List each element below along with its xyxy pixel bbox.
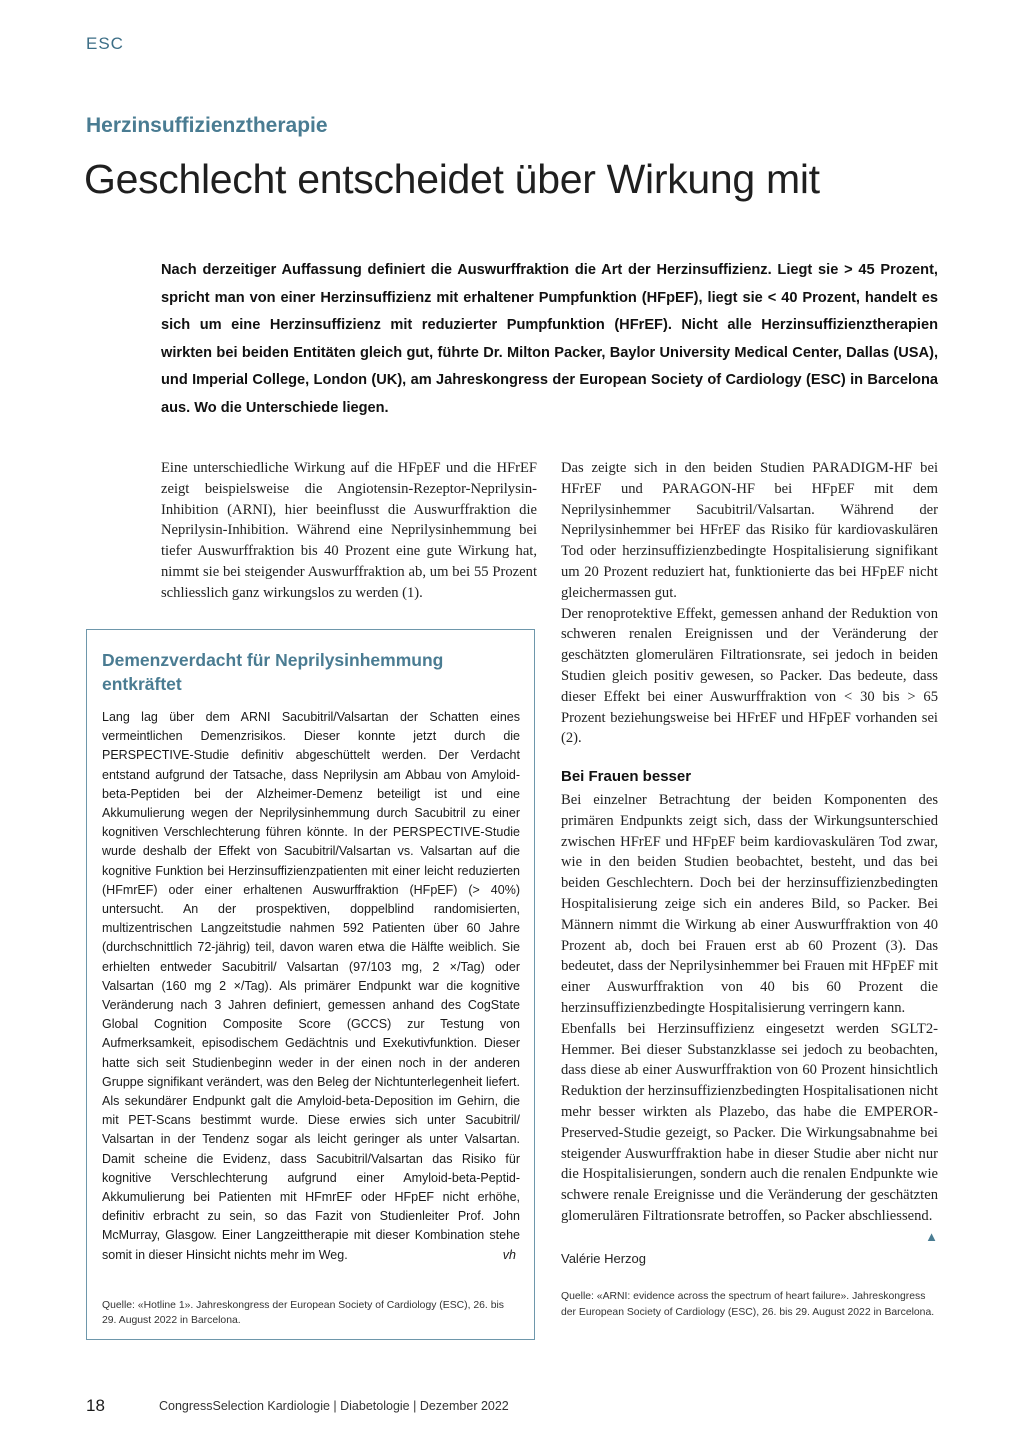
- right-paragraph-4: [561, 1019, 938, 1244]
- right-paragraph-3: Bei einzelner Betrachtung der beiden Komponenten des primären Endpunkts zeigt sich, dass der Wirkungsunterschied zwischen HFrEF und HFpEF beim kardiovaskulären Tod zwar, wie in den beiden Studien beobachtet, besteht, und das bei beiden Geschlechtern. Doch bei der herzinsuffizienzbedingten Hospitalisierung zeige sich ein anderes Bild, so Packer. Bei Männern nimmt die Wirkung ab einer Auswurffraktion von 40 Prozent ab, doch bei Frauen erst ab 60 Prozent (3). Das bedeutet, dass der Neprilysinhemmer bei Frauen mit HFpEF mit einer Auswurffraktion von 40 bis 60 Prozent die herzinsuffizienzbedingte Hospitalisierung verringern kann.: [561, 791, 938, 1016]
- article-title: Geschlecht entscheidet über Wirkung mit: [84, 156, 820, 202]
- article-lead: Nach derzeitiger Auffassung definiert die Auswurffraktion die Art der Herzinsuffizienz. Liegt sie > 45 Prozent, spricht man von einer Herzinsuffizienz mit erhaltener Pumpfunktion (HFpEF), liegt sie < 40 Prozent, handelt es sich um eine Herzinsuffizienz mit reduzierter Pumpfunktion (HFrEF). Nicht alle Herzinsuffizienztherapien wirkten bei beiden Entitäten gleich gut, führte Dr. Milton Packer, Baylor University Medical Center, Dallas (USA), und Imperial College, London (UK), am Jahreskongress der European Society of Cardiology (ESC) in Barcelona aus. Wo die Unterschiede liegen.: [161, 262, 938, 416]
- right-paragraph-2: Der renoprotektive Effekt, gemessen anhand der Reduktion von schweren renalen Ereignissen und der Veränderung der geschätzten glomerulären Filtrationsrate, sei jedoch in beiden Studien gleich positiv gewesen, so Packer. Das bedeute, dass dieser Effekt bei einer Auswurffraktion von < 30 bis > 65 Prozent beziehungsweise bei HFrEF und HFpEF vorhanden sei (2).: [561, 605, 938, 747]
- article-kicker: Herzinsuffizienztherapie: [86, 114, 328, 137]
- right-column: [561, 458, 938, 1321]
- end-mark-icon: ▲: [925, 1228, 938, 1244]
- box-source: Quelle: «Hotline 1». Jahreskongress der European Society of Cardiology (ESC), 26. bis 29. August 2022 in Barcelona.: [102, 1300, 504, 1326]
- page-number: 18: [86, 1396, 105, 1415]
- author: Valérie Herzog: [561, 1250, 647, 1266]
- box-title: Demenzverdacht für Neprilysinhemmung entkräftet: [102, 650, 444, 694]
- right-paragraph-4-text: Ebenfalls bei Herzinsuffizienz eingesetzt werden SGLT2-Hemmer. Bei dieser Substanzklasse sei jedoch zu beobachten, dass diese ab einer Auswurffraktion von 60 Prozent hinsichtlich Reduktion der herzinsuffizienzbedingten Hospitalisationen nicht mehr besser wirkten als Plazebo, das habe die EMPEROR-Preserved-Studie gezeigt, so Packer. Die Wirkungsabnahme bei steigender Auswurffraktion habe in dieser Studie aber nicht nur die Hospitalisierungen, sondern auch die renalen Endpunkte wie schwere renale Ereignisse und die Veränderung der geschätzten glomerulären Filtrationsrate betroffen, so Packer abschliessend.: [561, 1020, 938, 1224]
- intro-paragraph: Eine unterschiedliche Wirkung auf die HFpEF und die HFrEF zeigt beispielsweise die Angiotensin-Rezeptor-Neprilysin-Inhibition (ARNI), hier beeinflusst die Auswurffraktion die Neprilysin-Inhibition. Während eine Neprilysinhemmung bei tiefer Auswurffraktion bis 40 Prozent eine gute Wirkung hat, nimmt sie bei steigender Auswurffraktion ab, um bei 55 Prozent schliesslich ganz wirkungslos zu werden (1).: [161, 460, 537, 601]
- subheading: Bei Frauen besser: [561, 768, 692, 786]
- publication-footer: CongressSelection Kardiologie | Diabetologie | Dezember 2022: [159, 1399, 509, 1413]
- right-paragraph-1: Das zeigte sich in den beiden Studien PARADIGM-HF bei HFrEF und PARAGON-HF bei HFpEF mit dem Neprilysinhemmer Sacubitril/Valsartan. Während der Neprilysinhemmer bei HFrEF das Risiko für kardiovaskulären Tod oder herzinsuffizienzbedingte Hospitalisierung signifikant um 20 Prozent reduziert hat, funktionierte das bei HFpEF nicht gleichermassen gut.: [561, 460, 938, 601]
- sidebar-box: [86, 629, 535, 1340]
- box-body: [102, 708, 520, 1265]
- section-tag: ESC: [86, 34, 124, 53]
- article-source: Quelle: «ARNI: evidence across the spectrum of heart failure». Jahreskongress der European Society of Cardiology (ESC), 26. bis 29. August 2022 in Barcelona.: [561, 1291, 935, 1319]
- box-body-text: Lang lag über dem ARNI Sacubitril/Valsartan der Schatten eines vermeintlichen Demenzrisikos. Dieser konnte jetzt durch die PERSPECTIVE-Studie definitiv abgeschüttelt werden. Der Verdacht entstand aufgrund der Tatsache, dass Neprilysin am Abbau von Amyloid-beta-Peptiden bei der Alzheimer-Demenz beteiligt ist und eine Akkumulierung wegen der Neprilysinhemmung durch Sacubitril zu einer kognitiven Verschlechterung führen könnte. In der PERSPECTIVE-Studie wurde deshalb der Effekt von Sacubitril/Valsartan vs. Valsartan auf die kognitive Funktion bei Herzinsuffizienzpatienten mit einer leicht reduzierten (HFmrEF) oder einer erhaltenen Auswurffraktion (HFpEF) (> 40%) untersucht. An der prospektiven, doppelblind randomisierten, multizentrischen Langzeitstudie nahmen 592 Patienten über 60 Jahre (durchschnittlich 72-jährig) teil, davon waren etwa die Hälfte weiblich. Sie erhielten entweder Sacubitril/ Valsartan (97/103 mg, 2 ×/Tag) oder Valsartan (160 mg 2 ×/Tag). Als primärer Endpunkt war die kognitive Veränderung nach 3 Jahren definiert, gemessen anhand des CogState Global Cognition Composite Score (GCCS) zur Testung von Aufmerksamkeit, episodischem Gedächtnis und Exekutivfunktion. Dieser hatte sich seit Studienbeginn weder in der einen noch in der anderen Gruppe signifikant verändert, was den Beleg der Nichtunterlegenheit liefert. Als sekundärer Endpunkt galt die Amyloid-beta-Deposition im Gehirn, die mit PET-Scans bestimmt wurde. Diese erwies sich unter Sacubitril/ Valsartan in der Tendenz sogar als leicht geringer als unter Valsartan. Damit scheine die Evidenz, dass Sacubitril/Valsartan das Risiko für kognitive Verschlechterung aufgrund einer Amyloid-beta-Peptid-Akkumulierung bei Patienten mit HFmrEF oder HFpEF nicht erhöhe, definitiv erbracht zu sein, so das Fazit von Studienleiter Prof. John McMurray, Glasgow. Einer Langzeittherapie mit dieser Kombination stehe somit in dieser Hinsicht nichts mehr im Weg.: [102, 710, 520, 1262]
- box-signature: vh: [502, 1247, 516, 1262]
